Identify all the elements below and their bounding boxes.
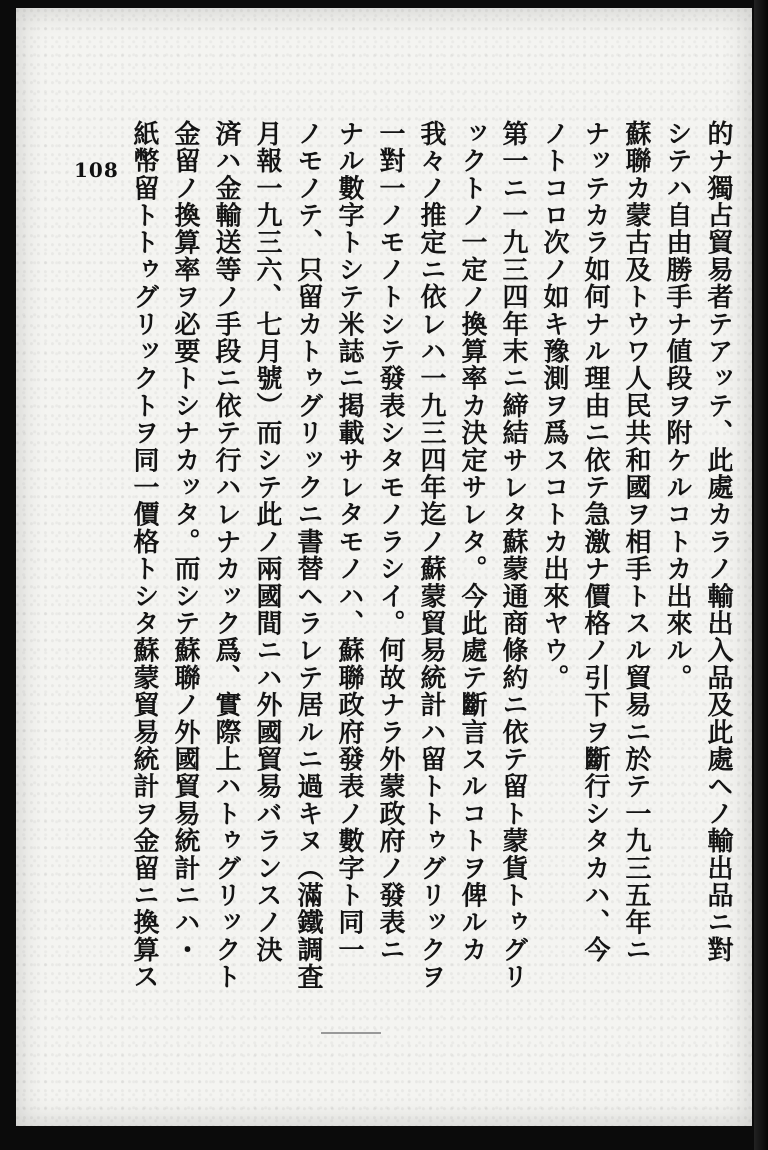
text-column: 紙幣留トトゥグリックトヲ同一價格トシタ蘇蒙貿易統計ヲ金留ニ換算ス	[129, 120, 159, 991]
text-column: ナル數字トシテ米誌ニ掲載サレタモノハ、蘇聯政府發表ノ數字ト同一	[334, 120, 364, 964]
text-column: ックトノ一定ノ換算率カ決定サレタ。今此處テ斷言スルコトヲ俾ルカ	[457, 120, 487, 964]
text-column: ナッテカラ如何ナル理由ニ依テ急激ナ價格ノ引下ヲ斷行シタカハ、今	[580, 120, 610, 964]
book-spine-edge	[754, 0, 768, 1150]
text-column: 蘇聯カ蒙古及トウワ人民共和國ヲ相手トスル貿易ニ於テ一九三五年ニ	[621, 120, 651, 964]
text-column: ノモノテ、只留カトゥグリックニ書替ヘラレテ居ルニ過キヌ（滿鐵調査	[293, 120, 323, 991]
text-column: ノトコロ次ノ如キ豫測ヲ爲スコトカ出來ヤウ。	[539, 120, 569, 692]
text-column: 金留ノ換算率ヲ必要トシナカッタ。而シテ蘇聯ノ外國貿易統計ニハ・	[170, 120, 200, 964]
text-column: 月報一九三六、七月號）而シテ此ノ兩國間ニハ外國貿易バランスノ決	[252, 120, 282, 964]
text-column: 一對一ノモノトシテ發表シタモノラシイ。何故ナラ外蒙政府ノ發表ニ	[375, 120, 405, 964]
text-column: 我々ノ推定ニ依レハ一九三四年迄ノ蘇蒙貿易統計ハ留トトゥグリックヲ	[416, 120, 446, 991]
text-column: シテハ自由勝手ナ値段ヲ附ケルコトカ出來ル。	[662, 120, 692, 692]
page-number: 108	[74, 158, 119, 182]
text-column: 的ナ獨占貿易者テアッテ、此處カラノ輸出入品及此處ヘノ輸出品ニ對	[703, 120, 733, 964]
text-column: 第一ニ一九三四年末ニ締結サレタ蘇蒙通商條約ニ依テ留ト蒙貨トゥグリ	[498, 120, 528, 991]
text-column: 済ハ金輸送等ノ手段ニ依テ行ハレナカック爲、實際上ハトゥグリックト	[211, 120, 241, 991]
document-page	[16, 8, 752, 1126]
vertical-text-body	[126, 120, 736, 1020]
page-smudge-divider	[321, 1032, 381, 1034]
